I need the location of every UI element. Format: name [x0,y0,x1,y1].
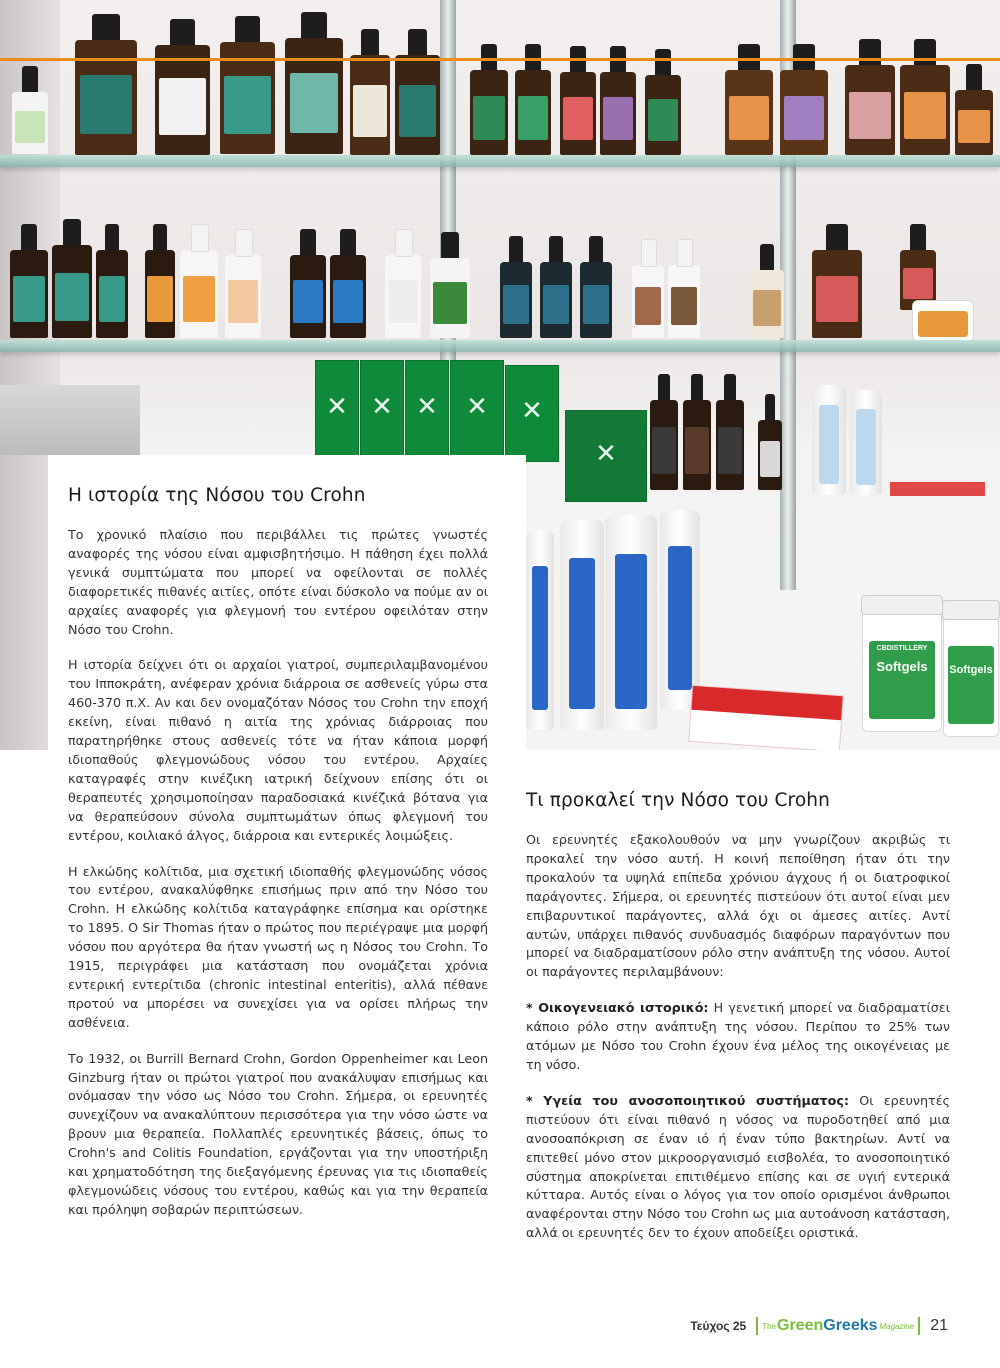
article-right-column [526,750,1000,1310]
brand-magazine: Magazine [879,1321,915,1331]
brand-the: The [762,1321,776,1331]
photo-bottle [845,65,895,155]
photo-bottle [900,65,950,155]
photo-softgels-jar [862,610,942,732]
photo-green-box [405,360,449,462]
photo-tube [660,510,700,710]
page-number: 21 [930,1317,948,1334]
softgels-jar-brand: CBDISTILLERY [876,645,928,652]
photo-bottle [812,250,862,338]
softgels-jar-label: Softgels [949,664,993,676]
footer-divider [756,1317,758,1335]
photo-softgels-jar [943,615,999,737]
glass-shelf [0,340,1000,352]
photo-bottle [632,265,664,338]
paragraph: Η ελκώδης κολίτιδα, μια σχετική ιδιοπαθής φλεγμονώδης νόσος του εντέρου, ανακαλύφθηκε επισήμως πριν από την Νόσο του Crohn. Η ελκώδης κολίτιδα καταγράφηκε επίσημα και ορίστηκε το 1895. Ο Sir Thomas ήταν ο πρώτος που περιέγραψε μια μορφή νόσου που αργότερα θα ήταν γνωστή ως η Νόσος του Crohn. Το 1915, περιγράφει μια κατάσταση που ονομάζεται χρόνια εντερική εντερίτιδα (chronic intestinal enteritis), αλλά πέθανε προτού να μπορέσει να συνεχίσει για να ορίσει πλήρως την ασθένεια. [68,863,488,1030]
photo-bottle [758,420,782,490]
photo-bottle [290,255,326,338]
article-left-column [48,455,526,1315]
paragraph: Το 1932, οι Burrill Bernard Crohn, Gordon Oppenheimer και Leon Ginzburg ήταν οι πρώτοι γιατροί που ανακάλυψαν επισήμως και ονόμασαν την νόσο ως Νόσο του Crohn. Σήμερα, οι ερευνητές συνεχίζουν να ανακαλύπτουν περισσότερα για την νόσο ώστε να βρουν μια θεραπεία. Πολλαπλές ερευνητικές βάσεις, όπως το Crohn's and Colitis Foundation, εργάζονται για την υποστήριξη και χρηματοδότηση της διεξαγόμενης έρευνας για τις ιδιοπαθείς φλεγμονώδεις νόσους του εντέρου, καθώς και για την θεραπεία και πρόληψη σοβαρών περιπτώσεων. [68,1050,488,1217]
factor-title: * Οικογενειακό ιστορικό: [526,1000,709,1016]
photo-bottle [750,270,784,338]
glass-shelf [0,155,1000,167]
factor-title: * Υγεία του ανοσοποιητικού συστήματος: [526,1092,849,1108]
photo-bottle [96,250,128,338]
photo-green-box [315,360,359,462]
photo-bottle [650,400,678,490]
footer-divider [918,1317,920,1335]
photo-bottle [955,90,993,155]
paragraph: Οι ερευνητές εξακολουθούν να μην γνωρίζουν ακριβώς τι προκαλεί την νόσο αυτή. Η κοινή πεποίθηση ήταν ότι την προκαλούν τα υψηλά επίπεδα χρόνιου άγχους ή οι διατροφικοί παράγοντες. Σήμερα, οι ερευνητές πιστεύουν ότι αυτοί είναι μεν επιβαρυντικοί παράγοντες, αλλά όχι οι άμεσες αιτίες. Αντί αυτών, υπάρχει πιθανός συνδυασμός διαφόρων παραγόντων που μπορεί να διαδραματίσουν ρόλο στην ανάπτυξη της νόσου. Αυτοί οι παράγοντες περιλαμβάνουν: [526,832,950,980]
photo-bottle [500,262,532,338]
factor-immune-system [526,1092,950,1243]
photo-red-packet [890,482,985,496]
photo-bottle [430,258,470,338]
photo-tube [850,390,882,495]
photo-green-box [565,410,647,502]
photo-green-box [505,365,559,462]
photo-bottle [600,72,636,155]
photo-bottle [350,55,390,155]
section-heading-history: Η ιστορία της Νόσου του Crohn [68,485,366,506]
photo-green-box [450,360,504,462]
photo-bottle [155,45,210,155]
factor-text: Οι ερευνητές πιστεύουν ότι είναι πιθανό η νόσος να πυροδοτηθεί από μια ανοσοαπόκριση σε έναν ιό ή έναν τύπο βακτηρίων. Αντί να επιτεθεί μόνο στον μικροοργανισμό εισβολέα, το ανοσοποιητικό σύστημα αποκρίνεται επιτιθέμενο επίσης και σε υγιή εντερικά κύτταρα. Αυτός είναι ο λόγος για τον οποίο ορισμένοι άνθρωποι αναφέρονται στην Νόσο του Crohn ως μια αυτοάνοση κατάσταση, αλλά οι ερευνητές δεν το έχουν αποδείξει οριστικά. [526,1092,951,1241]
factor-text: Η γενετική μπορεί να διαδραματίσει κάποιο ρόλο στην ανάπτυξη της νόσου. Περίπου το 25% των ατόμων με Νόσο του Crohn έχουν ένα μέλος της οικογένειας με τη νόσο. [526,1000,950,1072]
photo-tube [560,520,604,730]
paragraph: Η ιστορία δείχνει ότι οι αρχαίοι γιατροί, συμπεριλαμβανομένου του Ιπποκράτη, ανέφεραν χρόνια διάρροια σε ασθενείς γύρω στα 460-370 π.Χ. Αν και δεν ονομαζόταν Νόσος του Crohn την εποχή εκείνη, είναι πιθανό η αιτία της χρόνιας διάρροιας που παρατηρήθηκε στους ασθενείς τότε να ήταν κάποια μορφή ιδιοπαθούς φλεγμονώδους νόσου του εντέρου. Αρχαίες καταγραφές στην κινέζικη ιατρική δείχνουν επίσης ότι οι θεραπευτές χρησιμοποίησαν παραδοσιακά κινέζικά βότανα για να θεραπεύσουν σύνολα συμπτωμάτων όπως φλεγμονή του εντέρου, κοιλιακό άλγος, διάρροια και εντερικές λοιμώξεις. [68,657,488,843]
accent-line [0,58,1000,61]
photo-bottle [560,72,596,155]
photo-bottle [725,70,773,155]
photo-bottle [145,250,175,338]
photo-bottle [10,250,48,338]
photo-bottle [645,75,681,155]
photo-bottle [52,245,92,338]
brand-green: Green [777,1317,824,1334]
photo-bottle [716,400,744,490]
photo-bottle [225,255,261,338]
photo-packets [0,385,140,455]
section-heading-causes: Τι προκαλεί την Νόσο του Crohn [526,790,830,811]
photo-bottle [12,92,48,154]
photo-bottle [780,70,828,155]
photo-bottle [330,255,366,338]
photo-bottle [540,262,572,338]
photo-bottle [515,70,551,155]
photo-tube [526,530,554,730]
photo-bottle [580,262,612,338]
photo-red-box [688,685,844,750]
photo-bottle [395,55,440,155]
brand-greeks: Greeks [823,1317,878,1334]
photo-bottle [285,38,343,154]
photo-bottle [668,265,700,338]
photo-tube [605,515,657,730]
photo-tube [812,385,846,495]
page-footer [690,1315,948,1337]
photo-green-box [360,360,404,462]
photo-bottle [385,255,421,338]
issue-number: Τεύχος 25 [690,1319,747,1333]
photo-bottle [180,250,218,338]
photo-bottle [470,70,508,155]
factor-family-history [526,999,950,1075]
photo-tin [912,300,974,342]
softgels-jar-label: Softgels [876,659,928,674]
paragraph: Το χρονικό πλαίσιο που περιβάλλει τις πρώτες γνωστές αναφορές της νόσου είναι αμφισβητήσιμο. Η πάθηση έχει πολλά γενικά συμπτώματα που μπορεί να οφείλονται σε πολλές διαφορετικές πιθανές αιτίες, οπότε είναι δύσκολο να πούμε αν οι αρχαίες αναφορές για φλεγμονή του εντέρου οφειλόταν στην Νόσο του Crohn. [68,527,488,637]
photo-bottle [683,400,711,490]
